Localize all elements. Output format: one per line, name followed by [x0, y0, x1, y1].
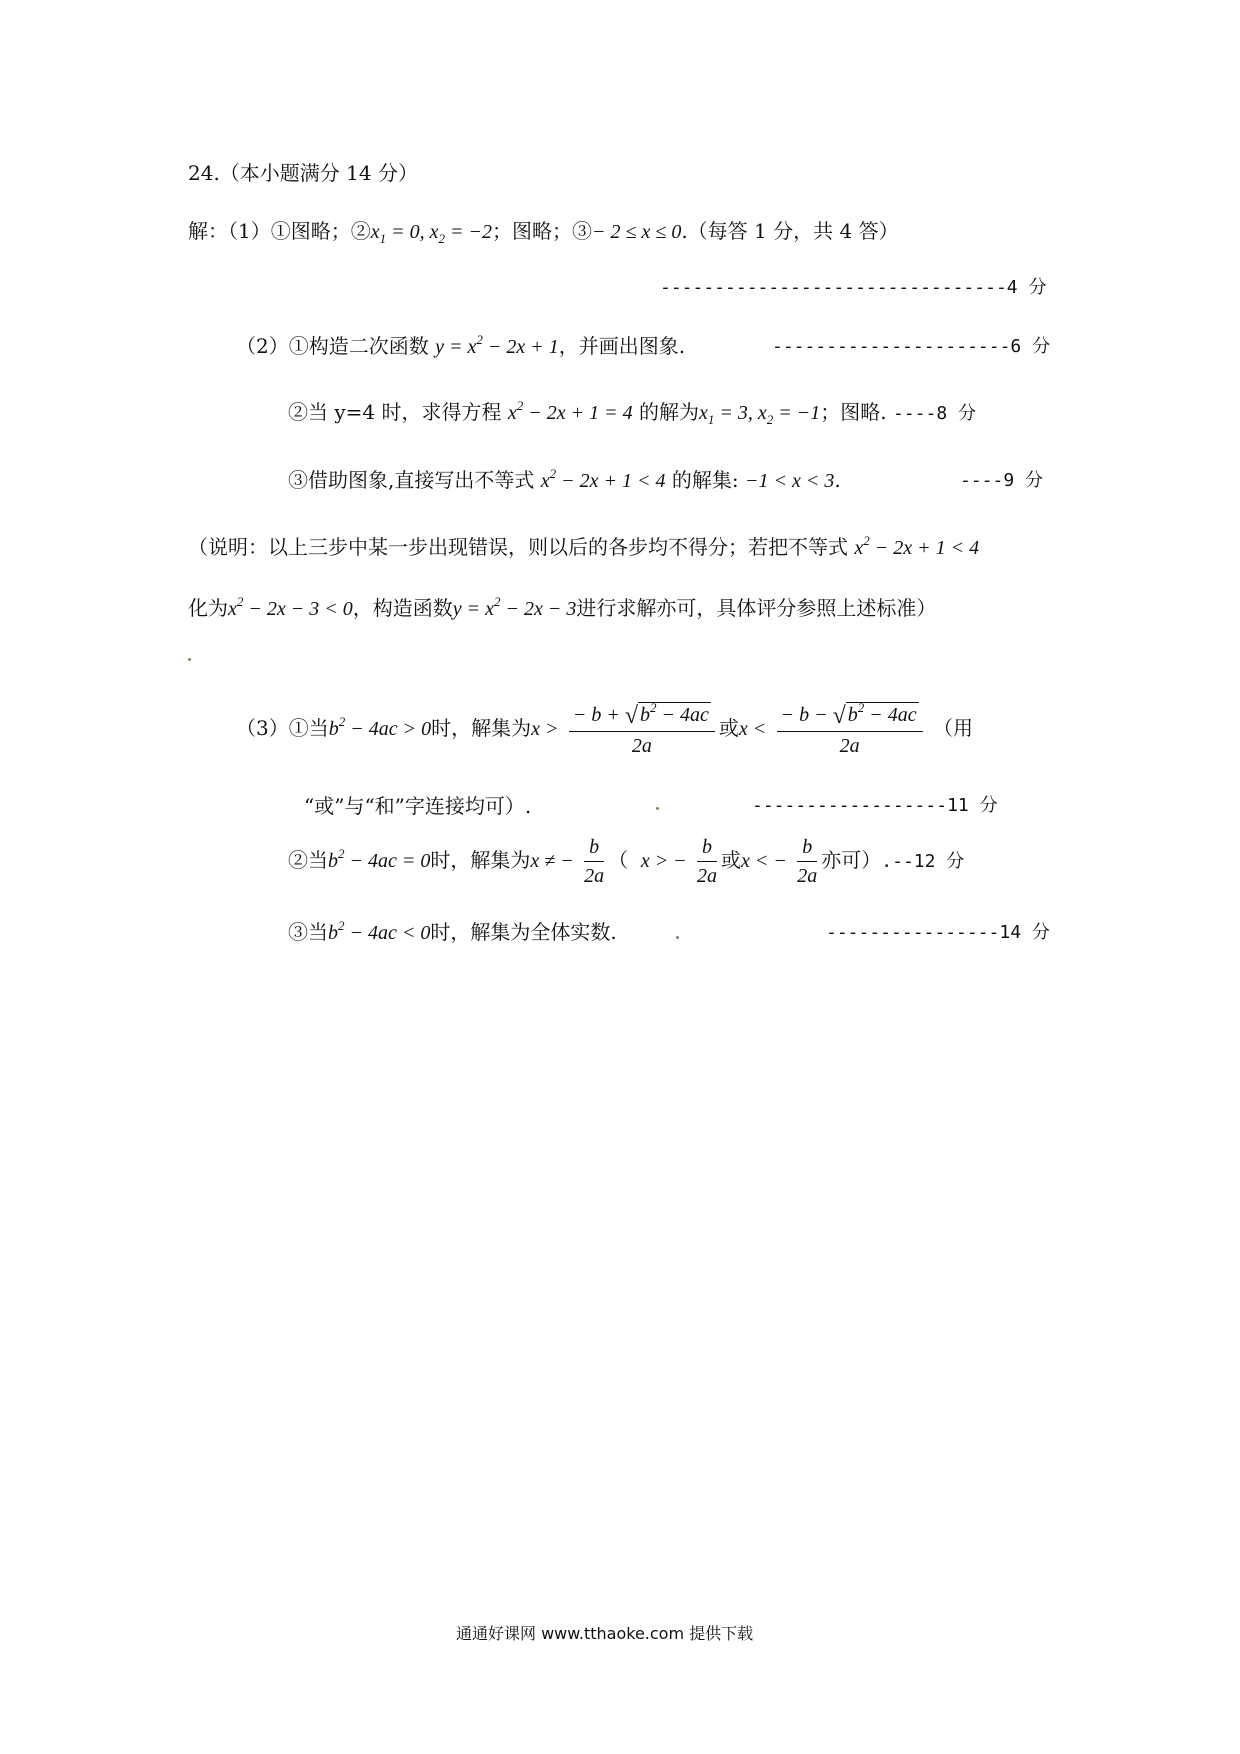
part2-step1-score: ----------------------6 分 — [772, 336, 1051, 357]
problem-title-text: 24.（本小题满分 14 分） — [188, 161, 418, 185]
part2-step3 — [288, 466, 841, 492]
part3-case1-cont — [304, 796, 531, 816]
part2-step3-score: ----9 分 — [960, 470, 1044, 491]
remark-line2-suffix: 进行求解亦可，具体评分参照上述标准） — [576, 596, 937, 620]
part2-step2-eq: $x^2 - 2x + 1 = 4$ — [507, 398, 633, 424]
part3-case1-frac-plus: $\frac{- b + √ b^2 - 4ac}{2a}$ — [569, 702, 715, 757]
footer-text: 通通好课网 www.tthaoke.com 提供下载 — [456, 1624, 754, 1643]
part3-case3 — [288, 918, 617, 944]
part2-step2-score: ----8 分 — [892, 403, 976, 424]
part2-step1-suffix: ，并画出图象. — [558, 334, 686, 358]
part3-case2-prefix: ②当 — [288, 848, 328, 872]
part1-note: .（每答 1 分，共 4 答） — [681, 219, 899, 243]
part2-step1-prefix: （2）①构造二次函数 — [236, 334, 429, 358]
part2-step3-prefix: ③借助图象,直接写出不等式 — [288, 468, 535, 492]
part3-case1-mid: 时，解集为 — [431, 716, 532, 740]
remark-line1-ineq: $x^2 - 2x + 1 < 4$ — [854, 533, 980, 559]
problem-title — [188, 163, 418, 183]
scan-speck — [188, 658, 191, 661]
frac-minus-den: 2a — [839, 735, 860, 757]
scan-speck — [676, 936, 679, 939]
remark-line2-ineq: $x^2 - 2x - 3 < 0$ — [228, 594, 353, 620]
part3-case1-x-lt: x < — [738, 718, 767, 740]
part3-case1-prefix: （3）①当 — [236, 716, 329, 740]
frac-plus-num: − b + — [572, 704, 620, 726]
part3-case1-x-gt: x > — [531, 718, 559, 740]
remark-line2-prefix: 化为 — [188, 596, 228, 620]
part2-step1-func: $y = x^2 - 2x + 1$ — [435, 332, 559, 358]
part2-step2-mid: 的解为 — [638, 400, 699, 424]
part2-step2-prefix: ②当 y=4 时，求得方程 — [288, 400, 502, 424]
frac-plus-radicand: $b^2 - 4ac$ — [640, 700, 709, 726]
part3-case2-frac3 — [797, 836, 817, 887]
part3-case2-frac1 — [584, 836, 604, 887]
frac2-num: b — [697, 836, 717, 862]
part1-range: − 2 ≤ x ≤ 0 — [592, 221, 682, 243]
part3-case1 — [236, 702, 973, 757]
part3-case2-frac2 — [697, 836, 717, 887]
part2-step3-sol: −1 < x < 3 — [744, 470, 835, 492]
part3-case2-x-ne: x ≠ − — [530, 850, 574, 872]
part2-step2 — [288, 398, 976, 427]
remark-line2 — [188, 594, 937, 620]
part1-score: --------------------------------4 分 — [660, 277, 1047, 298]
part3-case2-cond: $b^2 - 4ac = 0$ — [328, 846, 431, 872]
part3-case2-also: 亦可） — [821, 848, 882, 872]
part3-case2-x-gt: x > − — [640, 850, 687, 872]
part2-step3-mid: 的解集: — [671, 468, 739, 492]
page-footer — [456, 1626, 753, 1642]
part3-case3-score: ----------------14 分 — [826, 922, 1050, 943]
part2-step3-suffix: . — [834, 468, 841, 492]
scan-speck — [656, 807, 659, 810]
part3-case3-prefix: ③当 — [288, 920, 328, 944]
frac1-num: b — [584, 836, 604, 862]
part3-case1-frac-minus: $\frac{- b - √ b^2 - 4ac}{2a}$ — [777, 702, 923, 757]
part3-case2-paren: （ — [608, 848, 629, 872]
part1-roots: $x_1 = 0$, $x_2 = -2$ — [370, 221, 492, 246]
remark-line2-func: $y = x^2 - 2x - 3$ — [452, 594, 577, 620]
part3-case2 — [288, 836, 964, 887]
frac3-den: 2a — [797, 865, 818, 887]
part3-case3-mid: 时，解集为全体实数. — [430, 920, 617, 944]
part2-step2-suffix: ；图略. — [820, 400, 887, 424]
part3-case2-or: 或 — [721, 848, 742, 872]
part3-case1-use: （用 — [933, 716, 974, 740]
part2-step1 — [236, 332, 686, 358]
remark-line1-text: （说明：以上三步中某一步出现错误，则以后的各步均不得分；若把不等式 — [188, 535, 848, 559]
frac-minus-radicand: $b^2 - 4ac$ — [847, 700, 917, 726]
part3-case1-or: 或 — [718, 716, 739, 740]
part3-case2-mid: 时，解集为 — [430, 848, 531, 872]
part2-step2-roots: $x_1 = 3$, $x_2 = -1$ — [698, 402, 821, 427]
part1-line — [188, 219, 899, 246]
part3-case1-cont-text: “或”与“和”字连接均可）. — [304, 794, 532, 818]
part3-case2-x-lt: x < − — [741, 850, 787, 872]
frac3-num: b — [797, 836, 817, 862]
remark-line2-mid: ，构造函数 — [352, 596, 453, 620]
part1-mid: ；图略；③ — [492, 219, 592, 243]
remark-line1 — [188, 533, 980, 559]
part2-step3-ineq: $x^2 - 2x + 1 < 4$ — [540, 466, 666, 492]
part1-prefix: 解：（1）①图略；② — [188, 219, 371, 243]
part3-case1-cond: $b^2 - 4ac > 0$ — [328, 714, 432, 740]
frac-minus-num: − b − — [780, 704, 828, 726]
part3-case1-score: ------------------11 分 — [752, 795, 998, 816]
part3-case2-score: .--12 分 — [881, 851, 965, 872]
frac1-den: 2a — [584, 865, 605, 887]
part3-case3-cond: $b^2 - 4ac < 0$ — [328, 918, 431, 944]
frac2-den: 2a — [697, 865, 718, 887]
frac-plus-den: 2a — [631, 735, 652, 757]
